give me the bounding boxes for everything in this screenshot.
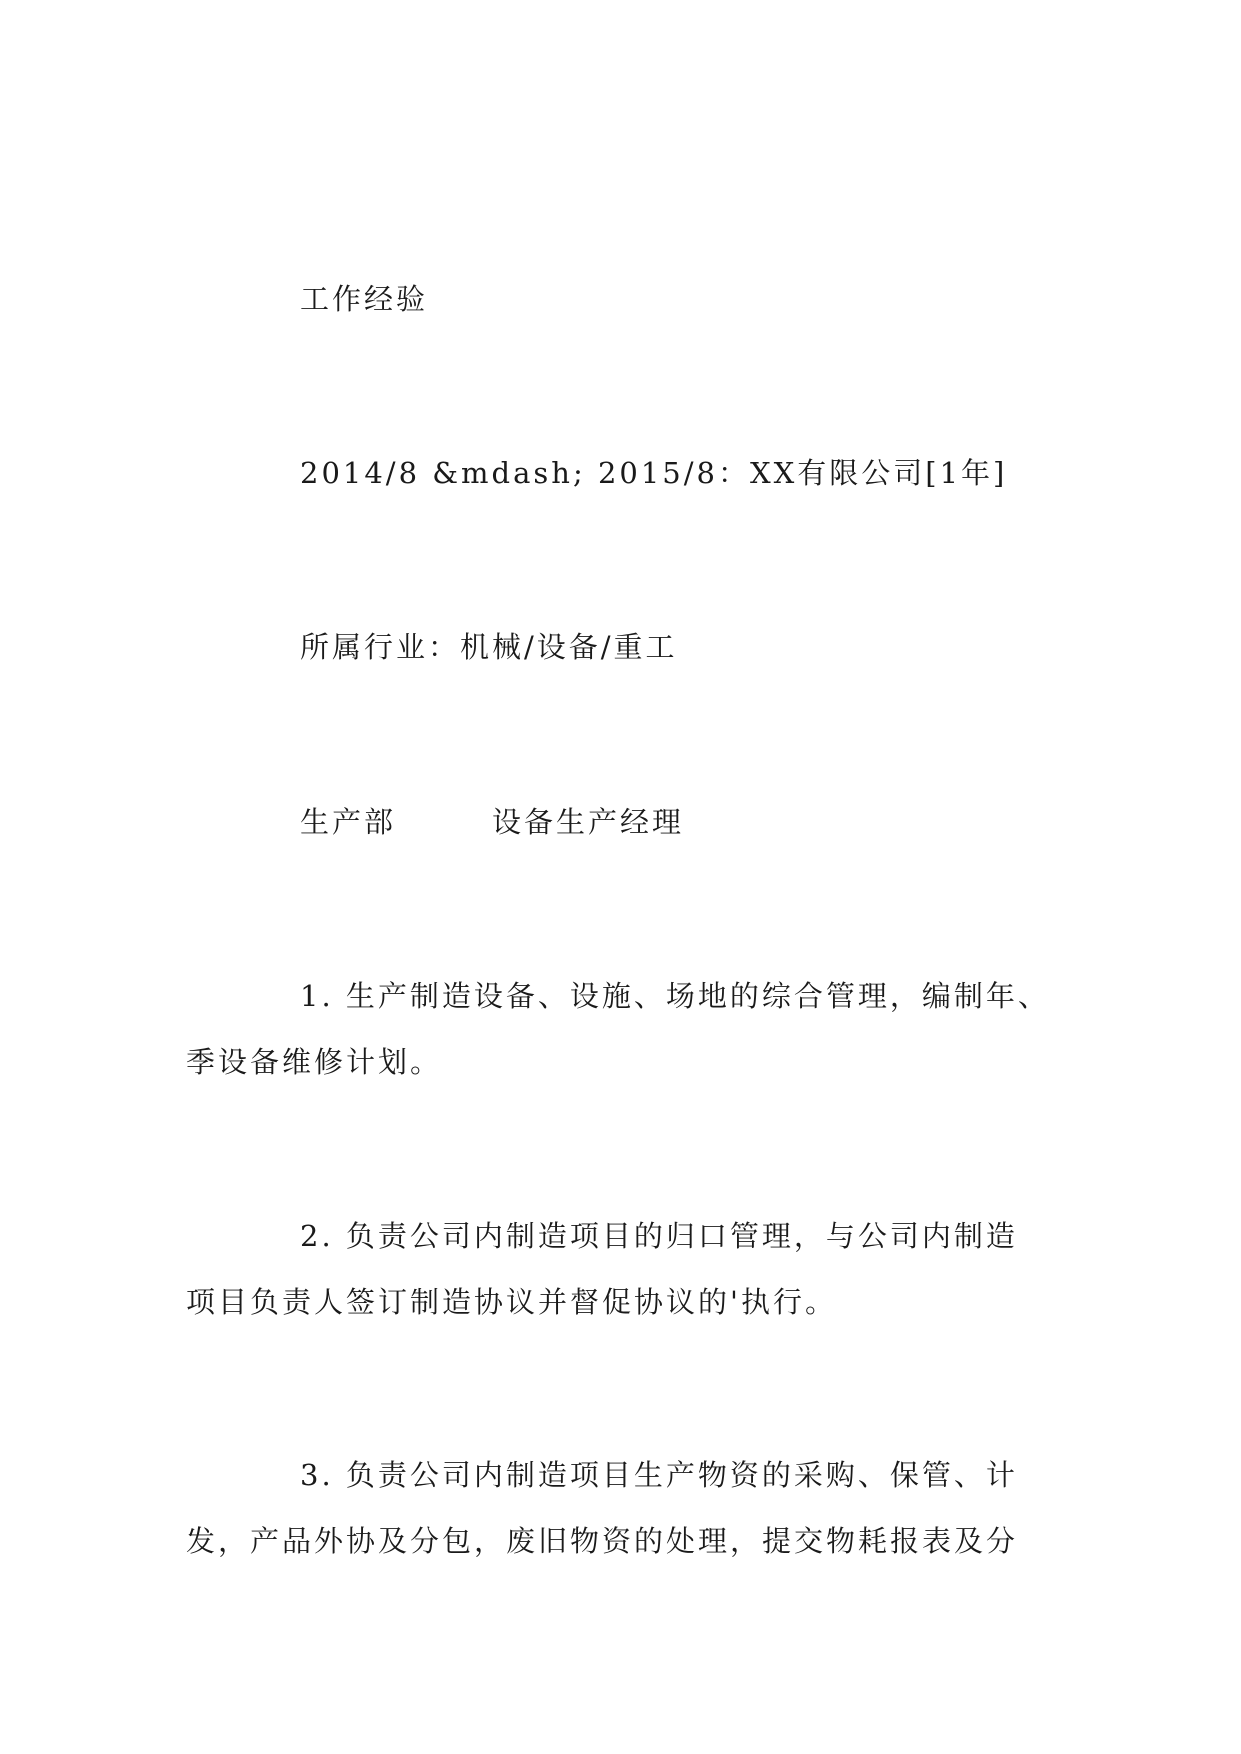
duty-item-1 — [186, 976, 1066, 1082]
industry-line: 所属行业：机械/设备/重工 — [300, 630, 678, 664]
department-position-line: 生产部 设备生产经理 — [300, 805, 685, 839]
employment-period: 2014/8 &mdash; 2015/8：XX有限公司[1年] — [300, 456, 1008, 490]
duty-item-3 — [186, 1455, 1066, 1561]
duty-item-2-line-2: 项目负责人签订制造协议并督促协议的'执行。 — [186, 1285, 837, 1319]
duty-item-3-line-1: 3. 负责公司内制造项目生产物资的采购、保管、计 — [300, 1458, 1018, 1492]
duty-item-1-line-2: 季设备维修计划。 — [186, 1045, 443, 1079]
duty-item-2 — [186, 1216, 1066, 1322]
duty-item-2-line-1: 2. 负责公司内制造项目的归口管理，与公司内制造 — [300, 1219, 1018, 1253]
duty-item-3-line-2: 发，产品外协及分包，废旧物资的处理，提交物耗报表及分 — [186, 1524, 1019, 1558]
duty-item-1-line-1: 1. 生产制造设备、设施、场地的综合管理，编制年、 — [300, 979, 1050, 1013]
section-heading: 工作经验 — [300, 282, 429, 316]
